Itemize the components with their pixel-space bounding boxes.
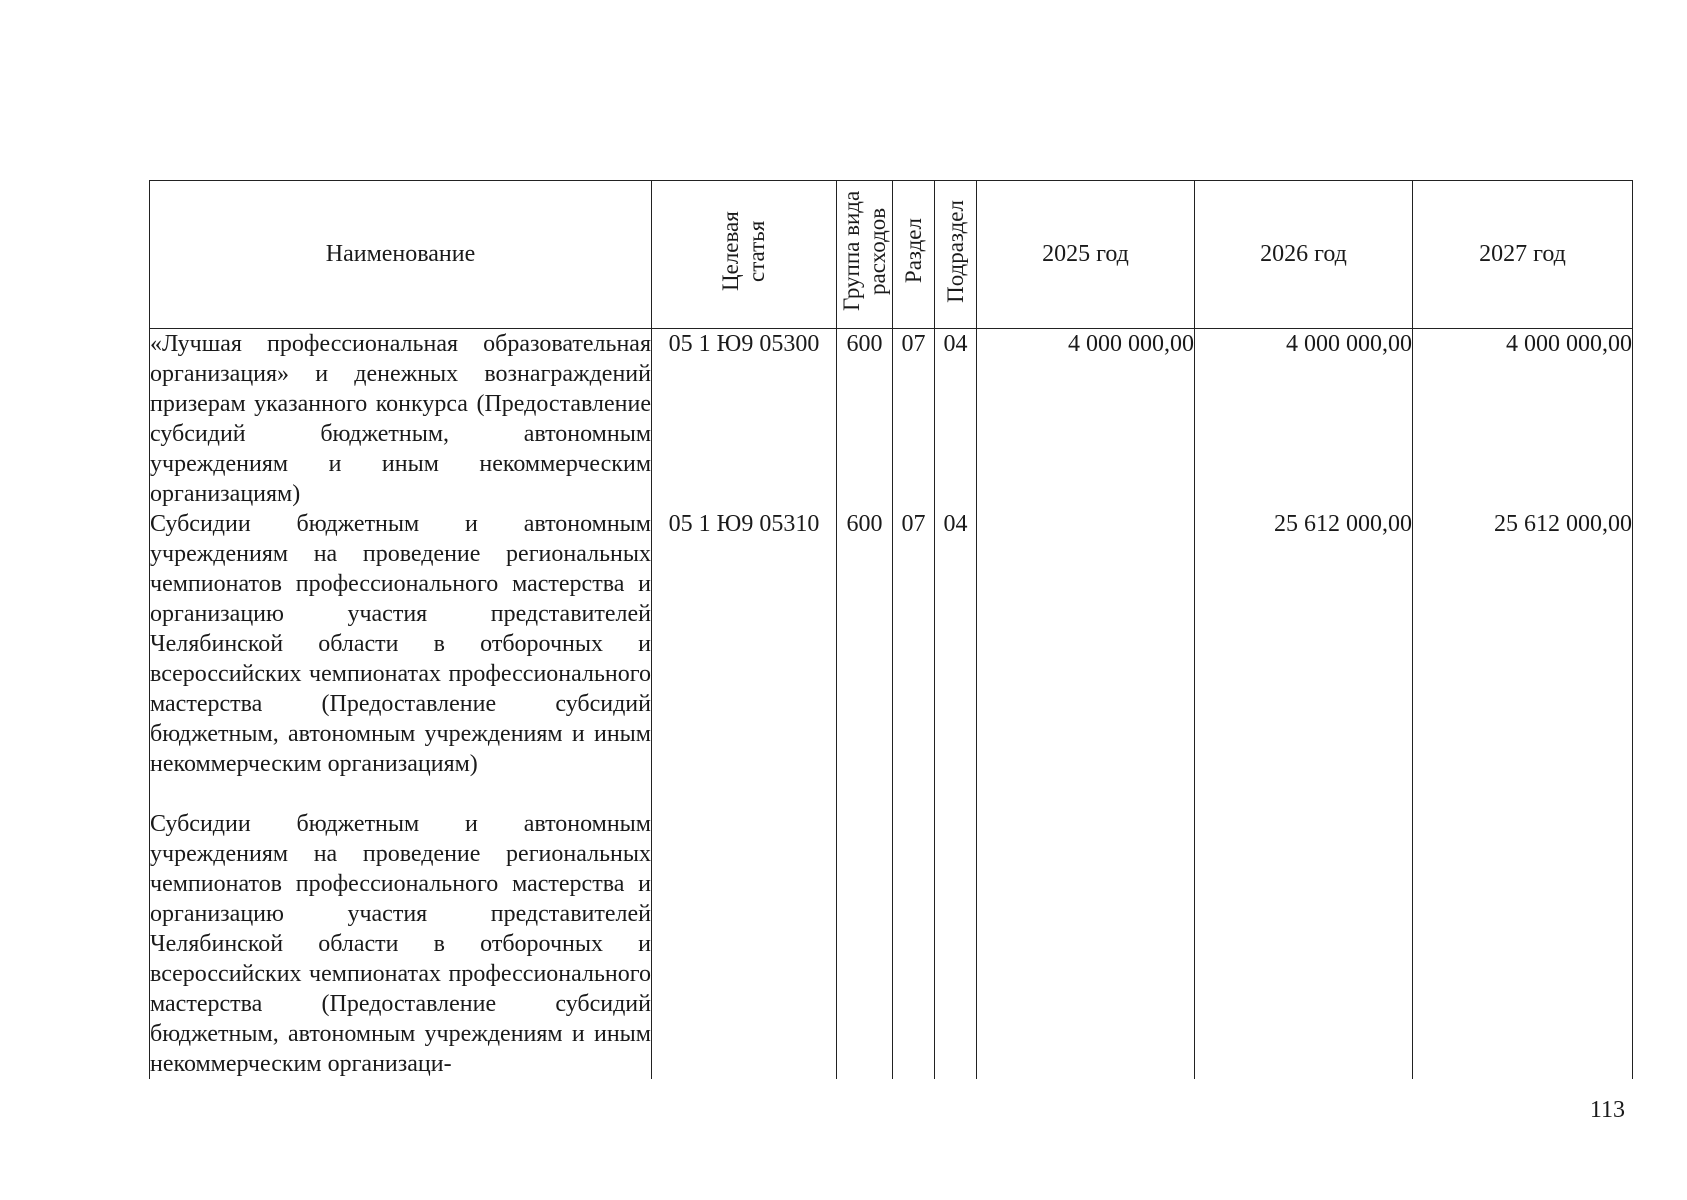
table-row	[150, 509, 1633, 809]
row-2025: 4 000 000,00	[977, 329, 1195, 510]
row-2027: 4 000 000,00	[1413, 329, 1633, 510]
table-row	[150, 809, 1633, 1079]
row-2025	[977, 809, 1195, 1079]
budget-table	[149, 180, 1633, 1079]
row-section	[893, 809, 935, 1079]
row-2027	[1413, 809, 1633, 1079]
row-target: 05 1 Ю9 05300	[652, 329, 837, 510]
row-section: 07	[893, 509, 935, 809]
table-row	[150, 329, 1633, 510]
header-2027: 2027 год	[1413, 181, 1633, 329]
header-2025: 2025 год	[977, 181, 1195, 329]
header-expense-group: Группа вида расходов	[837, 181, 893, 329]
row-2026: 25 612 000,00	[1195, 509, 1413, 809]
row-name: «Лучшая профессиональная образовательная организация» и денежных вознаграждений призерам указанного конкурса (Предоставление субсидий бюджетным, автономным учреждениям и иным некоммерческим организациям)	[150, 329, 652, 510]
row-name: Субсидии бюджетным и автономным учреждениям на проведение региональных чемпионатов профессионального мастерства и организацию участия представителей Челябинской области в отборочных и всероссийских чемпионатах профессионального мастерства (Предоставление субсидий бюджетным, автономным учреждениям и иным некоммерческим организаци-	[150, 811, 651, 1077]
row-group: 600	[837, 509, 893, 809]
table-header-row	[150, 181, 1633, 329]
row-subsection	[935, 809, 977, 1079]
header-2026: 2026 год	[1195, 181, 1413, 329]
row-2026	[1195, 809, 1413, 1079]
row-subsection: 04	[935, 509, 977, 809]
row-subsection: 04	[935, 329, 977, 510]
row-section: 07	[893, 329, 935, 510]
row-group	[837, 809, 893, 1079]
row-2025	[977, 509, 1195, 809]
header-section: Раздел	[893, 181, 935, 329]
page-number: 113	[1589, 1097, 1625, 1123]
header-target: Целевая статья	[652, 181, 837, 329]
row-target	[652, 809, 837, 1079]
row-group: 600	[837, 329, 893, 510]
row-name: Субсидии бюджетным и автономным учреждениям на проведение региональных чемпионатов профессионального мастерства и организацию участия представителей Челябинской области в отборочных и всероссийских чемпионатах профессионального мастерства (Предоставление субсидий бюджетным, автономным учреждениям и иным некоммерческим организациям)	[150, 509, 652, 809]
header-subsection: Подраздел	[935, 181, 977, 329]
row-target: 05 1 Ю9 05310	[652, 509, 837, 809]
row-2026: 4 000 000,00	[1195, 329, 1413, 510]
header-name: Наименование	[150, 181, 652, 329]
row-2027: 25 612 000,00	[1413, 509, 1633, 809]
